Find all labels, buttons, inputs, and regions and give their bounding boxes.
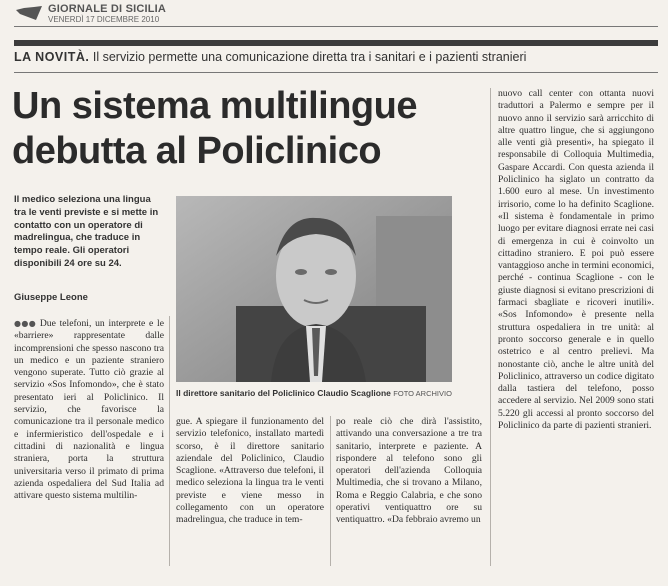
top-rule	[14, 26, 658, 27]
publication-date: VENERDÌ 17 DICEMBRE 2010	[48, 15, 160, 24]
sicily-map-icon	[14, 5, 44, 21]
portrait-photo	[176, 196, 452, 382]
body-column-4: nuovo call center con ottanta nuovi traduttori a Palermo e sempre per il nuovo anno il servizio sarà arricchito di altre quattro lingue, che si aggiungono alle venti già presenti», ha spiegato il responsabile di Colloquia Multimedia, Gaspare Accardi. Con questa azienda il Policlinico ha siglato un contratto da 1.600 euro al mese. Un investimento irrisorio, come lo ha definito Scaglione. «Il sistema è fondamentale in primo luogo per evitare diagnosi errate nei casi di emergenza in cui è coinvolto un cittadino straniero. E poi può essere vantaggioso anche in termini economici, perché - continua Scaglione - con le giuste diagnosi si evitano prescrizioni di farmaci sbagliate e ricoveri inutili». «Sos Infomondo» è presente nella struttura ospedaliera in tre unità: al pronto soccorso generale e in quello ostetrico e al centro prelievi. Ma nonostante ciò, anche le altre unità del Policlinico, attraverso un codice digitato dalla tastiera del telefono, posso accedere al servizio. Nel 2009 sono stati 5.220 gli accessi al pronto soccorso del Policlinico da parte di pazienti stranieri.	[498, 88, 654, 432]
column-divider	[330, 416, 331, 566]
kicker	[14, 50, 658, 64]
kicker-label: LA NOVITÀ.	[14, 50, 90, 64]
body-column-3: po reale ciò che dirà l'assistito, attivando una conversazione a tre tra sanitario, interprete e paziente. A rispondere al telefono sono gli operatori dell'azienda Colloquia Multimedia, che si trovano a Milano, Roma e Reggio Calabria, e che sono operativi ventiquattro ore su ventiquattro. «Da febbraio avremo un	[336, 416, 482, 526]
article-summary: Il medico seleziona una lingua tra le venti previste e si mette in contatto con un operatore di madrelingua, che traduce in tempo reale. Gli operatori disponibili 24 ore su 24.	[14, 194, 159, 269]
column-divider	[490, 88, 491, 566]
section-bar	[14, 40, 658, 46]
caption-text: Il direttore sanitario del Policlinico Claudio Scaglione	[176, 388, 391, 398]
portrait-illustration	[176, 196, 452, 382]
byline: Giuseppe Leone	[14, 292, 88, 303]
headline-line-2: debutta al Policlinico	[12, 130, 382, 172]
bullet-dots-icon: ●●●	[14, 319, 37, 328]
body-column-1	[14, 318, 164, 502]
headline-line-1: Un sistema multilingue	[12, 85, 417, 127]
masthead	[14, 3, 654, 25]
body-column-2: gue. A spiegare il funzionamento del servizio telefonico, installato martedì scorso, è il direttore sanitario aziendale del Policlinico, Claudio Scaglione. «Attraverso due telefoni, il medico seleziona la lingua tra le venti previste e viene messo in collegamento con un operatore madrelingua, che traduce in tem-	[176, 416, 324, 526]
headline	[12, 84, 492, 174]
body-column-1-text: Due telefoni, un interprete e le «barriere» rappresentate dalle incomprensioni che spesso nascono tra un medico e un paziente straniero vengono superate. Tutto ciò grazie al servizio «Sos Infomondo», che è stato presentato ieri al Policlinico. Il servizio, che favorisce la comunicazione tra il personale medico e infermieristico dell'ospedale e i cittadini di nazionalità e lingua straniera, porta la struttura universitaria verso il primato di prima azienda ospedaliera del Sud Italia ad attivare questo sistema multilin-	[14, 318, 164, 502]
column-divider	[169, 316, 170, 566]
photo-caption	[176, 388, 486, 398]
newspaper-name: GIORNALE DI SICILIA	[48, 3, 167, 15]
kicker-text: Il servizio permette una comunicazione diretta tra i sanitari e i pazienti stranieri	[92, 50, 527, 64]
kicker-rule	[14, 72, 658, 73]
photo-credit: FOTO ARCHIVIO	[393, 389, 452, 398]
